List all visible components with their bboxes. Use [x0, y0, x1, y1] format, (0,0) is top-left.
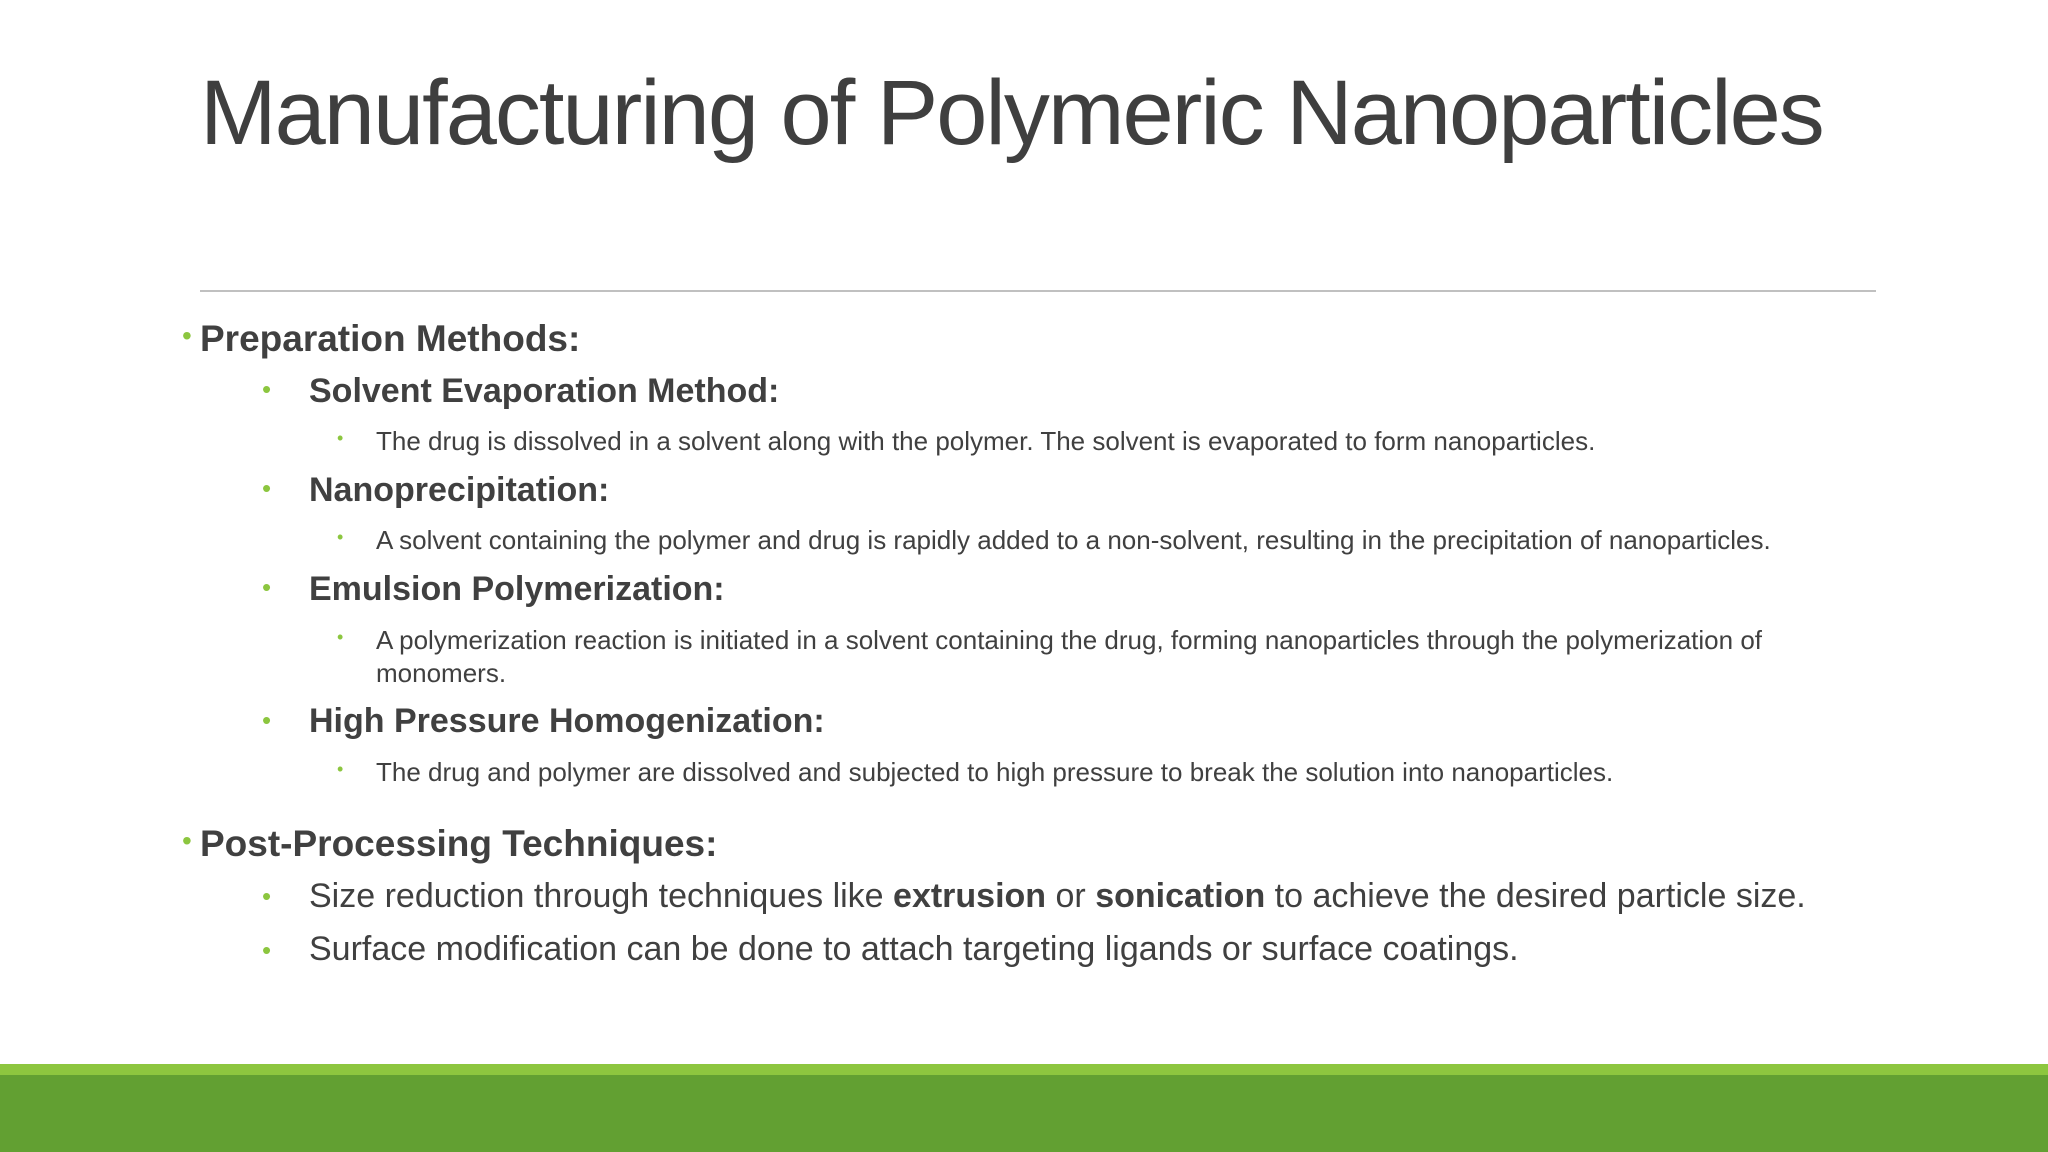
- bullet-icon: •: [337, 759, 344, 779]
- post-processing-item: [309, 877, 1806, 916]
- method-heading: Nanoprecipitation:: [309, 471, 610, 509]
- slide-title: Manufacturing of Polymeric Nanoparticles: [200, 62, 1823, 164]
- method-description-continued: monomers.: [376, 658, 507, 688]
- method-description: A polymerization reaction is initiated in a solvent containing the drug, forming nanoparticles through the polymerization of: [376, 625, 1763, 655]
- post-text-part: Size reduction through techniques like: [309, 877, 894, 915]
- bullet-icon: •: [262, 374, 272, 404]
- section-heading-preparation: Preparation Methods:: [200, 318, 581, 359]
- post-text-part: or: [1046, 877, 1096, 915]
- post-bold-term: sonication: [1095, 877, 1266, 915]
- bullet-icon: •: [262, 881, 272, 911]
- title-divider: [200, 290, 1876, 292]
- bullet-icon: •: [262, 705, 272, 735]
- bullet-icon: •: [337, 527, 344, 547]
- bullet-icon: •: [262, 935, 272, 965]
- bullet-icon: •: [337, 627, 344, 647]
- method-description: The drug and polymer are dissolved and subjected to high pressure to break the solution into nanoparticles.: [376, 757, 1614, 787]
- post-bold-term: extrusion: [893, 877, 1047, 915]
- bullet-icon: •: [182, 320, 192, 351]
- method-heading: High Pressure Homogenization:: [309, 702, 825, 740]
- post-text-part: to achieve the desired particle size.: [1265, 877, 1806, 915]
- section-heading-post-processing: Post-Processing Techniques:: [200, 823, 718, 864]
- post-processing-item: Surface modification can be done to attach targeting ligands or surface coatings.: [309, 930, 1519, 968]
- method-heading: Emulsion Polymerization:: [309, 570, 725, 608]
- bullet-icon: •: [337, 428, 344, 448]
- method-description: A solvent containing the polymer and drug is rapidly added to a non-solvent, resulting in the precipitation of nanoparticles.: [376, 525, 1771, 555]
- bullet-icon: •: [262, 572, 272, 602]
- footer-bar: [0, 1075, 2048, 1152]
- method-heading: Solvent Evaporation Method:: [309, 372, 780, 410]
- bullet-icon: •: [182, 825, 192, 856]
- footer-accent-stripe: [0, 1064, 2048, 1075]
- bullet-icon: •: [262, 473, 272, 503]
- method-description: The drug is dissolved in a solvent along with the polymer. The solvent is evaporated to form nanoparticles.: [376, 426, 1596, 456]
